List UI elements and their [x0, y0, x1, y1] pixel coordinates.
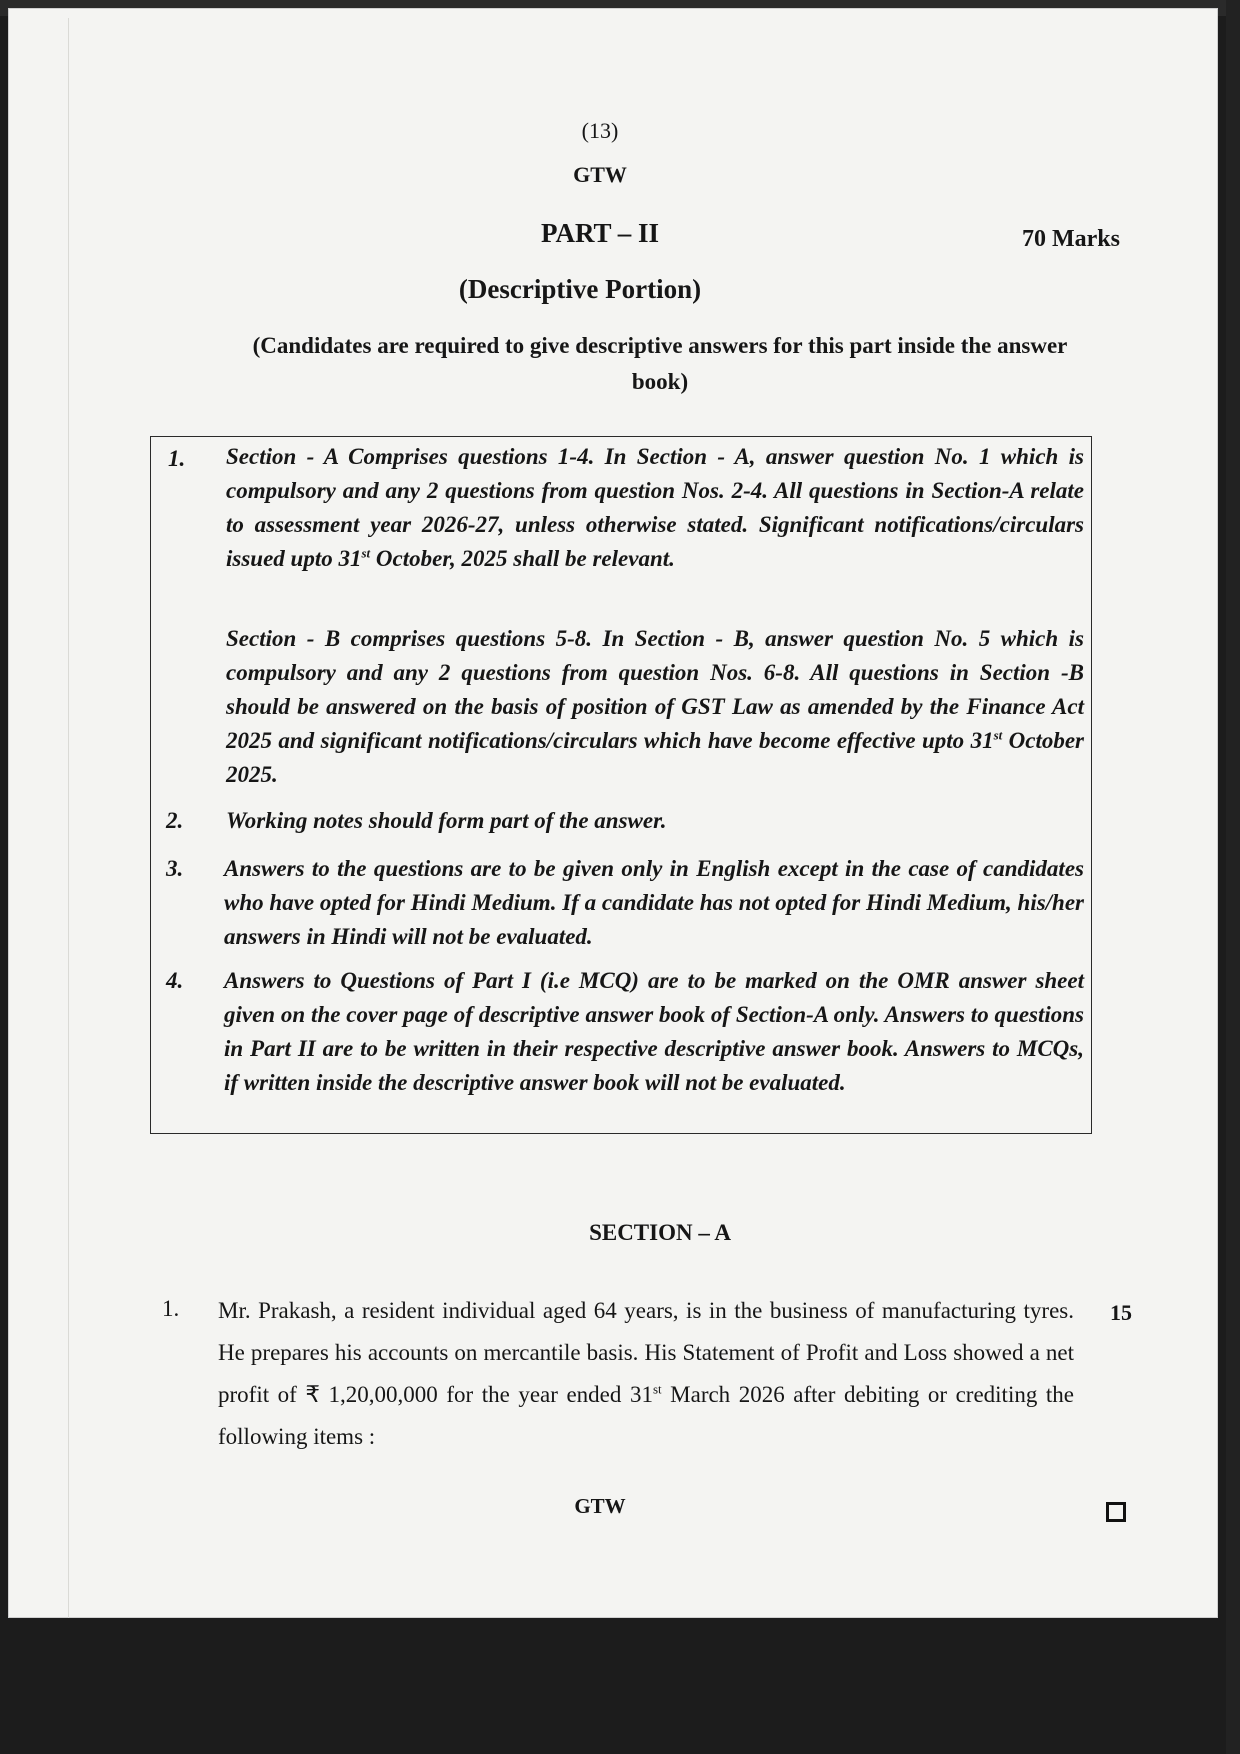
instruction-1-section-b: Section - B comprises questions 5-8. In Section - B, answer question No. 5 which is compulsory and any 2 questions from question Nos. 6-8. All questions in Section -B should be answered on the basis of position of GST Law as amended by the Finance Act 2025 and significant notifications/circulars which have become effective upto 31st October 2025. [226, 626, 1084, 787]
question-1-text: Mr. Prakash, a resident individual aged 64 years, is in the business of manufacturing tyres. He prepares his accounts on mercantile basis. His Statement of Profit and Loss showed a net profit of ₹ 1,20,00,000 for the year ended 31st March 2026 after debiting or crediting the following items : [218, 1298, 1074, 1449]
question-1-number: 1. [162, 1296, 180, 1321]
paper-code-bottom: GTW [574, 1494, 626, 1518]
instruction-number: 1. [168, 446, 186, 471]
paper-code-top: GTW [573, 162, 627, 187]
total-marks: 70 Marks [1022, 226, 1120, 252]
instruction-2: Working notes should form part of the answer. [226, 808, 667, 833]
question-1-marks: 15 [1110, 1300, 1132, 1325]
square-mark-icon [1106, 1502, 1126, 1522]
instruction-3: Answers to the questions are to be given only in English except in the case of candidates who have opted for Hindi Medium. If a candidate has not opted for Hindi Medium, his/her answers in Hindi will not be evaluated. [224, 856, 1084, 949]
instruction-1-section-a: Section - A Comprises questions 1-4. In Section - A, answer question No. 1 which is compulsory and any 2 questions from question Nos. 2-4. All questions in Section-A relate to assessment year 2026-27, unless otherwise stated. Significant notifications/circulars issued upto 31st October, 2025 shall be relevant. [226, 444, 1084, 571]
portion-title: (Descriptive Portion) [458, 274, 702, 304]
instruction-4: Answers to Questions of Part I (i.e MCQ) are to be marked on the OMR answer sheet given on the cover page of descriptive answer book of Section-A only. Answers to questions in Part II are to be written in their respective descriptive answer book. Answers to MCQs, if written inside the descriptive answer book will not be evaluated. [224, 968, 1084, 1095]
page-number: (13) [581, 118, 619, 143]
section-a-heading: SECTION – A [589, 1220, 731, 1245]
instruction-number: 4. [166, 968, 184, 993]
instruction-number: 3. [166, 856, 184, 881]
instruction-number: 2. [166, 808, 184, 833]
part-title: PART – II [540, 218, 660, 248]
candidates-note: (Candidates are required to give descriptive answers for this part inside the answer book) [252, 333, 1068, 394]
